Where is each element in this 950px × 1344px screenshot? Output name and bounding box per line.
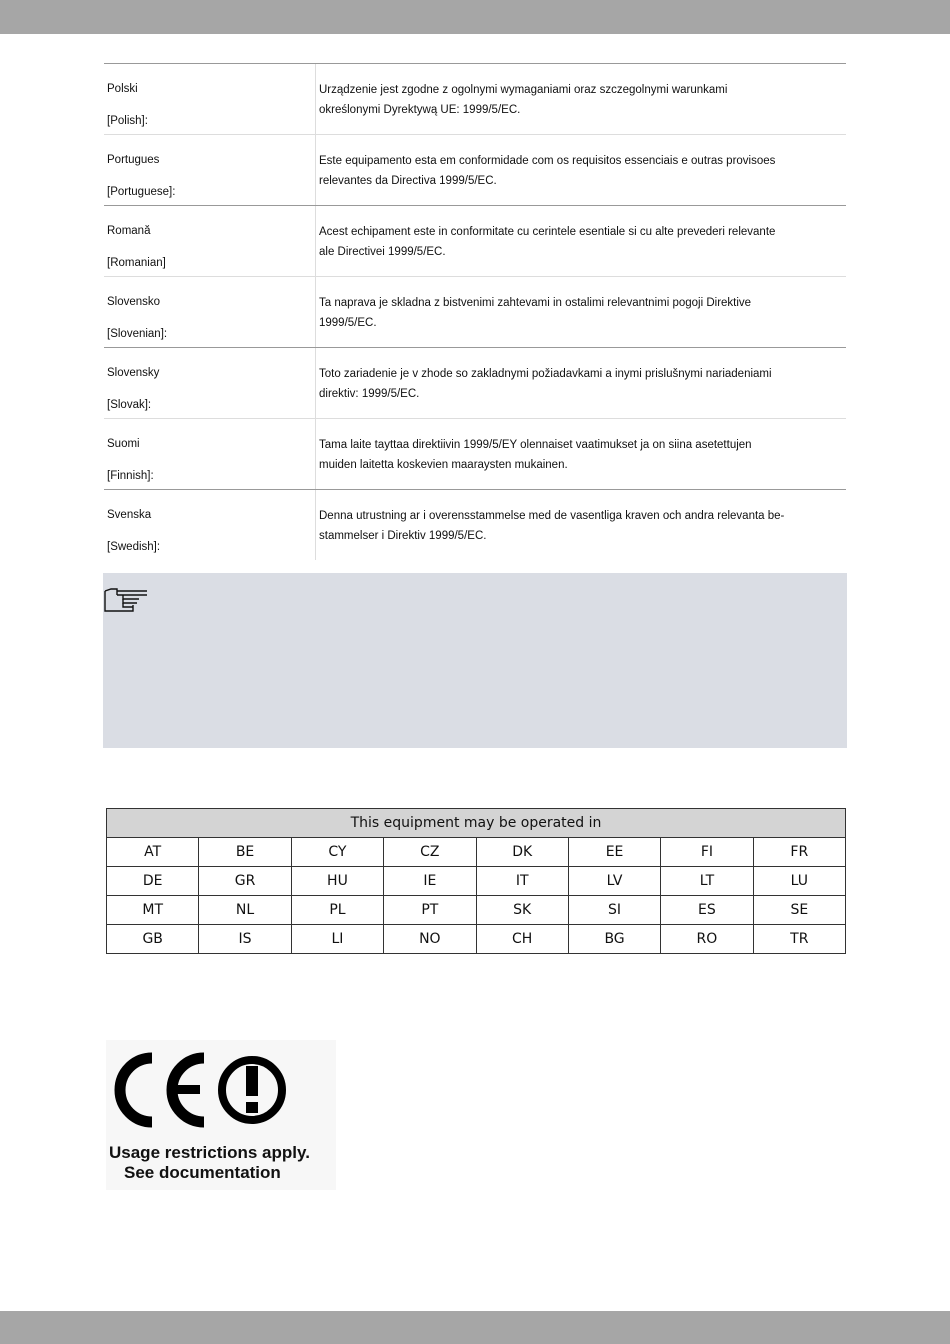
country-cell: IS <box>199 925 291 954</box>
declaration-text <box>319 223 839 262</box>
declaration-row <box>104 419 846 490</box>
declaration-line: muiden laitetta koskevien maaraysten mukainen. <box>319 458 568 471</box>
country-cell: NO <box>384 925 476 954</box>
declaration-text <box>319 152 839 191</box>
language-name: Suomi <box>107 438 140 450</box>
declaration-row <box>104 277 846 348</box>
country-cell: DK <box>476 838 568 867</box>
country-cell: EE <box>568 838 660 867</box>
declaration-row <box>104 135 846 206</box>
declaration-line: Este equipamento esta em conformidade com os requisitos essenciais e outras provisoes <box>319 155 776 167</box>
declaration-text <box>319 294 839 333</box>
country-cell: PT <box>384 896 476 925</box>
language-english: [Romanian] <box>107 257 166 269</box>
language-english: [Portuguese]: <box>107 186 176 198</box>
country-cell: AT <box>107 838 199 867</box>
country-cell: RO <box>661 925 753 954</box>
declaration-line: Acest echipament este in conformitate cu cerintele esentiale si cu alte prevederi relevante <box>319 226 776 238</box>
table-row <box>107 867 846 896</box>
language-english: [Swedish]: <box>107 541 161 553</box>
country-cell: PL <box>291 896 383 925</box>
footer-bar <box>0 1311 950 1344</box>
country-cell: SI <box>568 896 660 925</box>
table-row <box>107 925 846 954</box>
language-name: Slovensko <box>107 296 161 308</box>
language-cell <box>104 64 316 134</box>
language-cell <box>104 277 316 347</box>
usage-restriction-text: Usage restrictions apply. <box>109 1143 310 1162</box>
declaration-row <box>104 64 846 135</box>
country-cell: FR <box>753 838 845 867</box>
declaration-row <box>104 348 846 419</box>
declaration-line: Tama laite tayttaa direktiivin 1999/5/EY olennaiset vaatimukset ja on siina asetettujen <box>319 439 752 451</box>
note-box <box>103 573 849 748</box>
declaration-line: określonymi Dyrektywą UE: 1999/5/EC. <box>319 103 521 116</box>
declaration-text <box>319 507 839 546</box>
language-name: Svenska <box>107 509 152 521</box>
declaration-line: Ta naprava je skladna z bistvenimi zahtevami in ostalimi relevantnimi pogoji Direktive <box>319 297 752 309</box>
country-cell: CZ <box>384 838 476 867</box>
declaration-line: Urządzenie jest zgodne z ogolnymi wymaganiami oraz szczegolnymi warunkami <box>319 84 728 96</box>
declaration-line: relevantes da Directiva 1999/5/EC. <box>319 174 497 187</box>
country-cell: CY <box>291 838 383 867</box>
declaration-line: Toto zariadenie je v zhode so zakladnymi požiadavkami a inymi prislušnymi nariadeniami <box>319 368 772 380</box>
declaration-row <box>104 490 846 560</box>
country-cell: LT <box>661 867 753 896</box>
country-cell: SE <box>753 896 845 925</box>
language-name: Polski <box>107 83 138 95</box>
language-english: [Polish]: <box>107 115 148 127</box>
language-cell <box>104 348 316 418</box>
table-row <box>107 838 846 867</box>
country-cell: LV <box>568 867 660 896</box>
language-english: [Slovenian]: <box>107 328 168 340</box>
country-cell: BE <box>199 838 291 867</box>
country-cell: IE <box>384 867 476 896</box>
country-table <box>106 808 846 954</box>
declaration-text <box>319 436 839 475</box>
country-cell: GR <box>199 867 291 896</box>
language-name: Slovensky <box>107 367 160 379</box>
country-cell: ES <box>661 896 753 925</box>
language-cell <box>104 490 316 560</box>
see-documentation-text: See documentation <box>124 1163 281 1182</box>
country-table-header: This equipment may be operated in <box>107 809 846 838</box>
language-name: Romană <box>107 225 151 237</box>
country-cell: DE <box>107 867 199 896</box>
country-cell: MT <box>107 896 199 925</box>
country-cell: CH <box>476 925 568 954</box>
country-cell: GB <box>107 925 199 954</box>
language-cell <box>104 419 316 489</box>
language-cell <box>104 135 316 205</box>
country-cell: HU <box>291 867 383 896</box>
country-cell: LI <box>291 925 383 954</box>
declaration-line: Denna utrustning ar i overensstammelse med de vasentliga kraven och andra relevanta be- <box>319 510 785 522</box>
declaration-text <box>319 81 839 120</box>
ce-alert-mark-icon <box>112 1050 292 1130</box>
header-bar <box>0 0 950 34</box>
declaration-row <box>104 206 846 277</box>
declaration-text <box>319 365 839 404</box>
declaration-line: stammelser i Direktiv 1999/5/EC. <box>319 529 487 542</box>
pointing-hand-icon <box>103 585 151 613</box>
language-english: [Finnish]: <box>107 470 154 482</box>
declaration-line: direktiv: 1999/5/EC. <box>319 387 420 400</box>
declaration-line: ale Directivei 1999/5/EC. <box>319 245 446 258</box>
country-cell: TR <box>753 925 845 954</box>
country-cell: FI <box>661 838 753 867</box>
country-cell: BG <box>568 925 660 954</box>
language-name: Portugues <box>107 154 160 166</box>
country-cell: NL <box>199 896 291 925</box>
table-row <box>107 896 846 925</box>
country-cell: SK <box>476 896 568 925</box>
declaration-table <box>104 63 846 560</box>
language-cell <box>104 206 316 276</box>
country-cell: IT <box>476 867 568 896</box>
country-cell: LU <box>753 867 845 896</box>
ce-mark-block <box>106 1040 336 1190</box>
language-english: [Slovak]: <box>107 399 152 411</box>
declaration-line: 1999/5/EC. <box>319 316 377 329</box>
